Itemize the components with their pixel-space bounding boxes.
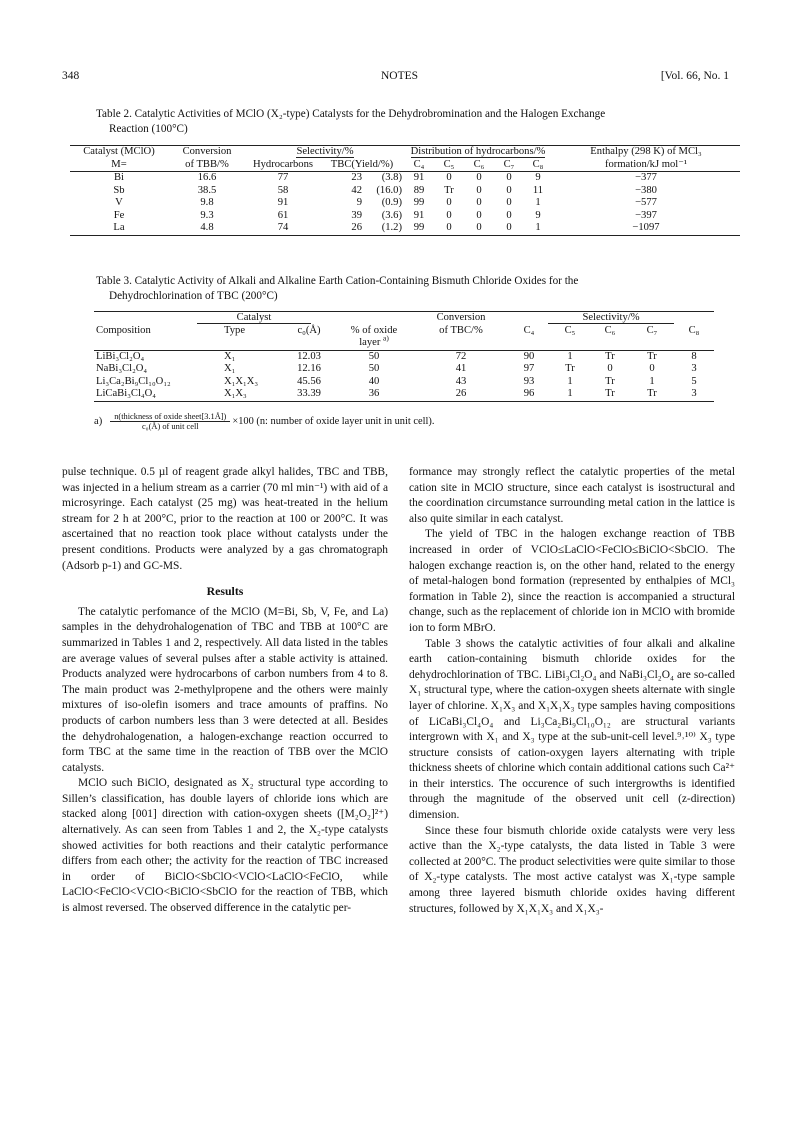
t2-cell-c6: 0	[476, 222, 482, 233]
t2-cell-c6: 0	[476, 197, 482, 208]
t3-cell-c0: 12.16	[297, 363, 321, 374]
t2-cell-hc: 61	[277, 209, 289, 221]
t2-row	[70, 185, 740, 198]
t3-cell-c6: Tr	[605, 375, 615, 387]
t3-cell-type: X₁	[224, 363, 236, 374]
t2-cell-c7: 0	[506, 172, 512, 183]
t2-head-c5: C₅	[443, 158, 455, 170]
t3-head-c4: C₄	[523, 324, 535, 336]
running-head: NOTES	[381, 70, 419, 82]
t2-cell-c5: 0	[446, 197, 452, 208]
t2-cell-yield: (16.0)	[376, 184, 402, 196]
t3-cell-c6: 0	[607, 363, 613, 374]
t2-cell-conv: 4.8	[200, 222, 214, 233]
right-paragraph-2: The yield of TBC in the halogen exchange reaction of TBB increased in order of VClO≤LaClO<FeClO≤BiClO<SbClO. The halogen exchange reaction is, on the other hand, related to the energy of metal-halogen bond formation (represented by enthalpies of MCl₃ formation in Table 2), since the reaction is accompanied a structural change, such as the replacement of chloride ion in MClO with bromide ion to form MBrO.	[409, 528, 735, 634]
t2-cell-c4: 91	[413, 209, 425, 221]
t2-cell-conv: 16.6	[197, 172, 217, 183]
t2-cell-m: Sb	[113, 184, 125, 196]
t2-cell-c4: 89	[413, 184, 425, 196]
t3-cell-type: X₁	[224, 350, 236, 362]
t3-cell-c7: 1	[649, 375, 655, 387]
t3-cell-c0: 33.39	[297, 388, 321, 399]
t2-cell-tbc: 26	[351, 222, 362, 233]
t3-cell-c4: 97	[523, 363, 535, 374]
t3-cell-c7: 0	[649, 363, 655, 374]
t2-cell-c8: 1	[535, 197, 541, 208]
t3-cell-comp: Li₃Ca₂Bi₉Cl₁₀O₁₂	[96, 375, 171, 387]
t2-cell-c5: 0	[446, 222, 452, 233]
t2-head-hydrocarbons: Hydrocarbons	[252, 158, 313, 170]
table3-caption	[96, 274, 736, 304]
t2-head-c6: C₆	[473, 158, 485, 170]
t2-head-of-tbb: of TBB/%	[185, 158, 229, 170]
t3-head-c5: C₅	[564, 324, 576, 336]
t3-cell-c8: 3	[691, 363, 697, 374]
t3-cell-type: X₁X₃	[224, 388, 247, 399]
t2-cell-enth: −577	[635, 197, 657, 208]
t2-cell-c8: 9	[535, 172, 541, 183]
t2-cell-c5: 0	[446, 172, 452, 183]
t3-cell-conv: 26	[455, 388, 467, 399]
t3-cell-c7: Tr	[647, 350, 657, 362]
t3-cell-c0: 12.03	[297, 350, 321, 362]
t3-row	[94, 376, 714, 389]
t3-head-type: Type	[224, 324, 246, 336]
t3-row	[94, 350, 714, 363]
t3-cell-oxide: 40	[368, 375, 380, 387]
t3-cell-c8: 3	[691, 388, 697, 399]
left-paragraph-1: pulse technique. 0.5 µl of reagent grade alkyl halides, TBC and TBB, was injected in a helium stream as a carrier (70 ml min⁻¹) with aid of a microsyringe. Each catalyst (25 mg) was heat-treated in the helium stream for 2 h at 200°C, prior to the reaction at 100 or 200°C. It was ascertained that no reaction took place without catalysts under the present conditions. Products were analyzed by a gas chromatograph (Adsorb p-1) and GC-MS.	[62, 466, 388, 572]
t3-cell-c5: Tr	[565, 363, 575, 374]
t2-head-conversion: Conversion	[182, 146, 232, 157]
t2-cell-c6: 0	[476, 209, 482, 221]
footnote-numerator: n(thickness of oxide sheet[3.1Å])	[110, 412, 230, 422]
left-paragraph-3: MClO such BiClO, designated as X₂ structural type according to Sillen’s classification, has double layers of chloride ions which are stacked along [001] direction with cation-oxygen sheets ([M₂O₂]²⁺) alternatively. As can seen from Tables 1 and 2, the X₂-type catalysts showed activities for both reactions and their catalytic performance differs from each other; the activity for the reaction of TBC increased in order of BiClO<SbClO<VClO<LaClO<FeClO, while LaClO<FeClO<VClO<BiClO<SbClO for the reaction of TBB, which is almost reversed. The observed difference in the catalytic per-	[62, 777, 388, 915]
left-paragraph-2: The catalytic perfomance of the MClO (M=Bi, Sb, V, Fe, and La) samples in the dehydrohalogenation of TBC and TBB at 100°C are summarized in Tables 1 and 2, respectively. All data listed in the tables are average values of several pulses after a stable activity is attained. Products analyzed were hydrocarbons of carbon numbers from 4 to 8. The main product was 2-methylpropene and the others were mainly mixtures of iso-olefin isomers and trace amounts of praffins. No products of carbon numbers less than 3 were detected at all. Besides the dehydrohalogenation, a halogen-exchange reaction occurred to form TBC at the same time in the reaction of TBB over the MClO catalysts.	[62, 605, 388, 774]
t3-cell-oxide: 50	[368, 363, 380, 374]
t2-cell-conv: 38.5	[197, 184, 217, 196]
table3-footnote	[94, 412, 714, 431]
t3-head-c0: c₀(Å)	[297, 324, 321, 336]
t2-cell-hc: 58	[277, 184, 289, 196]
t2-cell-c6: 0	[476, 172, 482, 183]
footnote-denominator: c₀(Å) of unit cell	[141, 421, 199, 431]
table2-grid	[70, 145, 740, 236]
t2-cell-enth: −1097	[632, 222, 660, 233]
t2-head-m: M=	[111, 158, 127, 170]
t2-cell-c8: 1	[535, 222, 541, 233]
t3-cell-comp: LiCaBi₃Cl₄O₄	[96, 388, 156, 399]
t3-head-selectivity: Selectivity/%	[508, 312, 714, 325]
t2-head-selectivity: Selectivity/%	[296, 146, 354, 157]
t3-head-conversion: Conversion	[436, 312, 486, 323]
t3-cell-conv: 41	[455, 363, 467, 374]
t3-cell-comp: NaBi₃Cl₂O₄	[96, 363, 148, 374]
right-paragraph-4: Since these four bismuth chloride oxide catalysts were very less active than the X₂-type catalysts, the data listed in Table 3 were collected at 200°C. The product selectivities were quite similar to those of X₂-type catalysts. The most active catalyst was X₁-type sample among three layered bismuth chloride oxides having different structures, followed by X₁X₁X₃ and X₁X₃-	[409, 824, 735, 915]
t2-cell-enth: −397	[635, 209, 657, 221]
t3-head-composition: Composition	[96, 324, 151, 336]
t2-cell-c7: 0	[506, 184, 512, 196]
t2-cell-yield: (3.8)	[381, 172, 402, 183]
footnote-label: a)	[94, 415, 103, 427]
t3-cell-c8: 5	[691, 375, 697, 387]
t2-cell-enth: −377	[635, 172, 657, 183]
t2-row	[70, 197, 740, 210]
t2-cell-m: V	[115, 197, 123, 208]
t2-cell-m: La	[113, 222, 125, 233]
t2-head-tbc: TBC(Yield/%)	[330, 158, 394, 170]
table2-caption-line1: Table 2. Catalytic Activities of MClO (X₂-type) Catalysts for the Dehydrobromination and the Halogen Exchange	[96, 108, 606, 120]
volume-info: [Vol. 66, No. 1	[660, 70, 729, 82]
t3-cell-c5: 1	[567, 375, 573, 387]
t2-head-distribution: Distribution of hydrocarbons/%	[410, 146, 546, 157]
t2-cell-c4: 99	[413, 222, 425, 233]
t2-head-c7: C₇	[503, 158, 515, 170]
t3-head-layer: layer $^{a)}$	[359, 333, 389, 348]
t2-row	[70, 210, 740, 223]
t2-cell-tbc: 23	[351, 172, 362, 183]
t3-row	[94, 363, 714, 376]
left-column	[62, 465, 388, 917]
t3-head-layer-note: a)	[383, 333, 389, 343]
t3-cell-oxide: 50	[368, 350, 380, 362]
t2-head-c8: C₈	[532, 158, 544, 170]
t3-head-catalyst: Catalyst	[94, 312, 414, 325]
table2-caption-line2: Reaction (100°C)	[109, 123, 188, 135]
t2-head-enthalpy: Enthalpy (298 K) of MCl₃	[590, 146, 702, 157]
t2-cell-hc: 74	[277, 222, 289, 233]
t3-head-c6: C₆	[604, 324, 616, 336]
table3-caption-line2: Dehydrochlorination of TBC (200°C)	[109, 290, 278, 302]
t3-head-of-tbc: of TBC/%	[439, 324, 483, 336]
t3-head-c8: C₈	[688, 324, 700, 336]
t3-head-c7: C₇	[646, 324, 658, 336]
t2-cell-conv: 9.3	[200, 209, 214, 221]
t3-cell-c6: Tr	[605, 350, 615, 362]
t2-cell-tbc: 39	[351, 209, 362, 221]
t3-cell-c4: 90	[523, 350, 535, 362]
results-heading: Results	[206, 584, 244, 599]
t2-cell-yield: (3.6)	[381, 209, 402, 221]
t3-cell-c5: 1	[567, 388, 573, 399]
t3-cell-type: X₁X₁X₃	[224, 375, 259, 387]
t2-cell-m: Bi	[113, 172, 124, 183]
footnote-fraction	[110, 412, 230, 431]
right-paragraph-1: formance may strongly reflect the catalytic properties of the metal cation site in MClO structure, since each catalyst is isostructural and the coordination circumstance surrounding metal cation in the lattice is also quite similar in each catalyst.	[409, 466, 735, 525]
t2-head-c4: C₄	[413, 158, 425, 170]
t2-cell-m: Fe	[113, 209, 125, 221]
t2-cell-c7: 0	[506, 197, 512, 208]
t2-cell-c6: 0	[476, 184, 482, 196]
t2-cell-conv: 9.8	[200, 197, 214, 208]
t2-cell-enth: −380	[635, 184, 657, 196]
t3-cell-c6: Tr	[605, 388, 615, 399]
page-number: 348	[62, 70, 80, 82]
t2-head-formation: formation/kJ mol⁻¹	[604, 158, 688, 170]
t2-cell-yield: (0.9)	[381, 197, 402, 208]
t2-cell-c7: 0	[506, 209, 512, 221]
t3-cell-c0: 45.56	[297, 375, 321, 387]
t2-row	[70, 172, 740, 185]
t2-cell-c8: 9	[535, 209, 541, 221]
table3-caption-line1: Table 3. Catalytic Activity of Alkali and Alkaline Earth Cation-Containing Bismuth Chloride Oxides for the	[96, 275, 579, 287]
t3-cell-conv: 43	[455, 375, 467, 387]
table2	[70, 145, 740, 236]
t3-row	[94, 388, 714, 401]
t2-row	[70, 222, 740, 235]
t2-head-catalyst: Catalyst (MClO)	[83, 146, 155, 157]
t3-cell-comp: LiBi₃Cl₂O₄	[96, 350, 145, 362]
t3-cell-oxide: 36	[368, 388, 380, 399]
t2-cell-c4: 99	[413, 197, 425, 208]
t3-cell-c7: Tr	[647, 388, 657, 399]
t3-cell-c5: 1	[567, 350, 573, 362]
table3-grid	[94, 311, 714, 402]
footnote-text: ×100 (n: number of oxide layer unit in unit cell).	[232, 415, 435, 427]
t2-cell-c5: Tr	[444, 184, 454, 196]
t2-cell-tbc: 42	[351, 184, 362, 196]
table3	[94, 311, 714, 431]
right-column	[409, 465, 735, 917]
t2-cell-hc: 91	[277, 197, 289, 208]
t3-cell-c4: 96	[523, 388, 535, 399]
t2-cell-c4: 91	[413, 172, 425, 183]
t3-head-oxide: % of oxide	[350, 324, 398, 336]
t2-cell-c7: 0	[506, 222, 512, 233]
t3-cell-conv: 72	[455, 350, 467, 362]
t3-cell-c8: 8	[691, 350, 697, 362]
t2-cell-c5: 0	[446, 209, 452, 221]
t2-cell-yield: (1.2)	[381, 222, 402, 233]
t2-cell-hc: 77	[277, 172, 289, 183]
table2-caption	[96, 107, 736, 137]
t3-cell-c4: 93	[523, 375, 535, 387]
t2-cell-tbc: 9	[356, 197, 362, 208]
t2-cell-c8: 11	[532, 184, 544, 196]
right-paragraph-3: Table 3 shows the catalytic activities of four alkali and alkaline earth cation-containing bismuth chloride oxides for the dehydrochlorination of TBC. LiBi₃Cl₂O₄ and NaBi₃Cl₂O₄ are so-called X₁ structural type, where the cation-oxygen sheets alternate with single layer of chlorine. X₁X₃ and X₁X₁X₃ type samples having compositions of LiCaBi₃Cl₄O₄ and Li₃Ca₂Bi₉Cl₁₀O₁₂ are structural variants intergrown with X₁ and X₃ type at the sub-unit-cell level.⁹˒¹⁰⁾ X₃ type structure consists of cation-oxygen layers alternating with triple thickness sheets of chlorine which contain additional cations such Ca²⁺ in their interstics. The occurence of such intergrowths is identified through the magnitude of the observed unit cell (z-direction) dimension.	[409, 637, 735, 822]
